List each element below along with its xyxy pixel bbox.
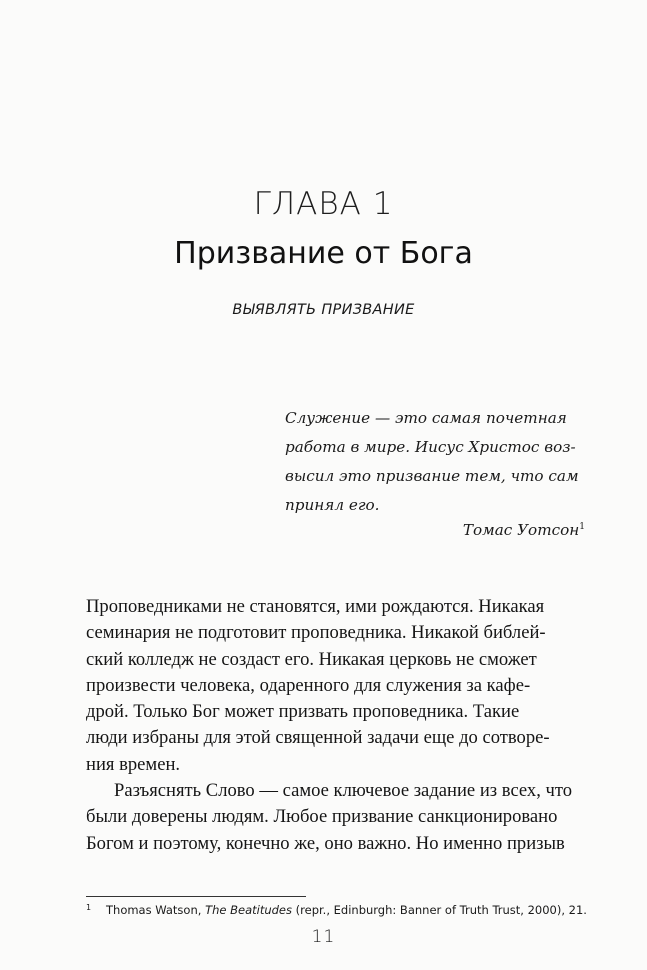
text-line: были доверены людям. Любое призвание санкционировано [86, 806, 558, 828]
page-number: 11 [311, 927, 336, 947]
text-line: произвести человека, одаренного для служения за кафе- [86, 674, 531, 696]
footnote [86, 903, 606, 917]
text-line: Богом и поэтому, конечно же, оно важно. Но именно призыв [86, 832, 565, 854]
epigraph-line: Служение — это самая почетная [285, 409, 567, 427]
chapter-number: ГЛАВА 1 [253, 186, 394, 222]
text-line: ский колледж не создаст его. Никакая церковь не сможет [86, 648, 537, 670]
section-subtitle: ВЫЯВЛЯТЬ ПРИЗВАНИЕ [232, 302, 415, 318]
text-line: дрой. Только Бог может призвать проповедника. Такие [86, 701, 520, 723]
footnote-book-title: The Beatitudes [205, 903, 293, 917]
epigraph-author-name: Томас Уотсон [462, 521, 580, 539]
text-line: Проповедниками не становятся, ими рождаются. Никакая [86, 596, 545, 617]
footnote-details: (repr., Edinburgh: Banner of Truth Trust, 2000), 21. [292, 903, 587, 917]
epigraph-line: принял его. [285, 496, 380, 514]
epigraph-line: работа в мире. Иисус Христос воз- [285, 438, 576, 456]
footnote-author: Thomas Watson, [106, 903, 206, 917]
footnote-divider [86, 896, 306, 897]
footnote-marker: 1 [86, 903, 92, 912]
epigraph-line: высил это призвание тем, что сам [285, 467, 579, 485]
text-line: Разъяснять Слово — самое ключевое задание из всех, что [114, 780, 573, 802]
footnote-reference: 1 [579, 522, 585, 532]
text-line: ния времен. [86, 753, 181, 775]
body-text [86, 594, 606, 857]
epigraph-author [285, 521, 585, 539]
epigraph [285, 404, 595, 520]
text-line: семинария не подготовит проповедника. Никакой библей- [86, 622, 546, 644]
chapter-title: Призвание от Бога [174, 236, 473, 271]
text-line: люди избраны для этой священной задачи еще до сотворе- [86, 727, 550, 749]
